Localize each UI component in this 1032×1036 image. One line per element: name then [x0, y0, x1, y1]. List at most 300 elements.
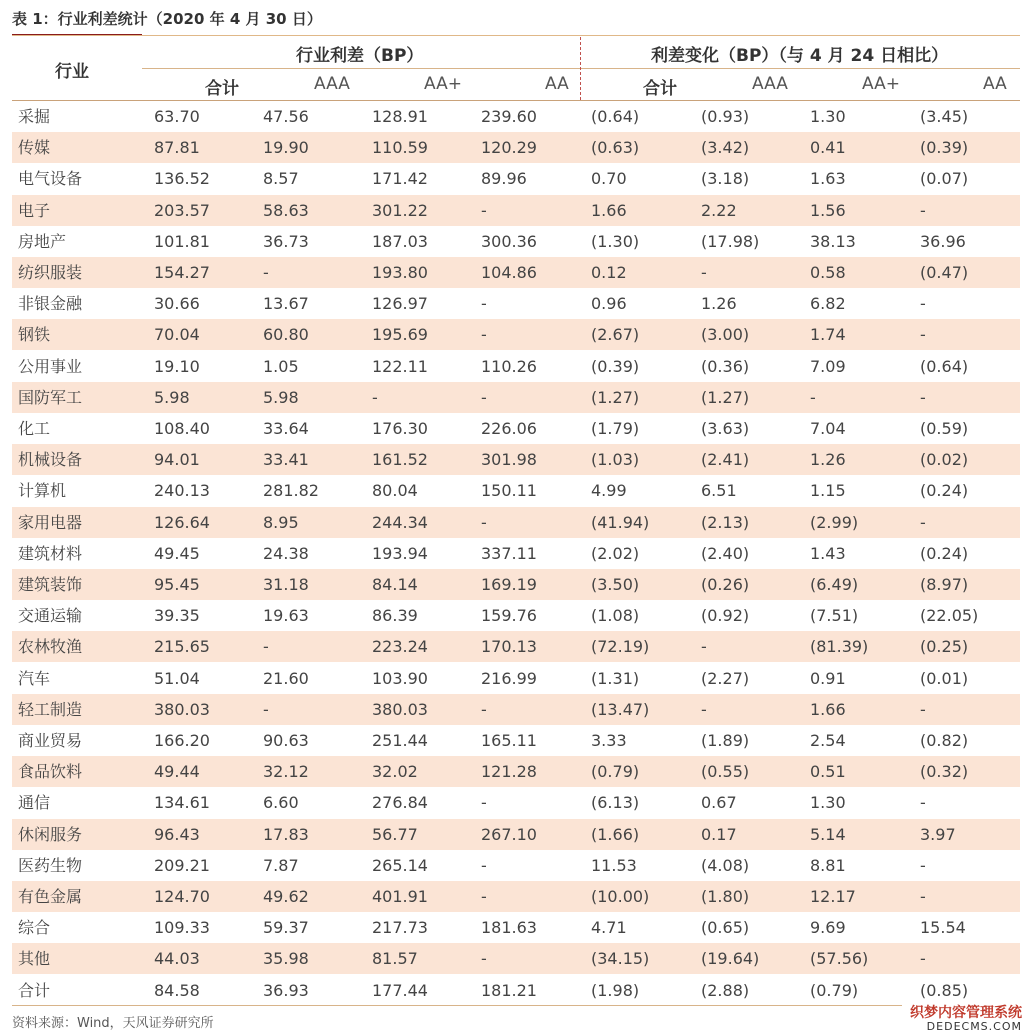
row-value-cell: (0.93): [701, 107, 750, 126]
row-value-cell: (1.27): [701, 387, 750, 407]
row-value-cell: 9.69: [810, 918, 846, 938]
header-change-aa: AA: [983, 74, 1007, 94]
table-row: [12, 975, 1020, 1006]
table-row: [12, 631, 1020, 662]
table-row: [12, 382, 1020, 413]
row-value-cell: 94.01: [154, 450, 200, 470]
row-value-cell: (3.45): [920, 107, 969, 126]
row-value-cell: 1.26: [810, 450, 846, 470]
row-value-cell: (4.08): [701, 855, 750, 875]
row-value-cell: (0.65): [701, 918, 750, 938]
row-value-cell: 90.63: [263, 731, 309, 750]
row-value-cell: 56.77: [372, 824, 418, 844]
row-value-cell: 1.05: [263, 356, 299, 376]
row-value-cell: 96.43: [154, 824, 200, 844]
table-row: [12, 850, 1020, 881]
table-row: [12, 881, 1020, 912]
row-value-cell: -: [263, 699, 269, 719]
row-value-cell: 17.83: [263, 824, 309, 844]
row-value-cell: 181.63: [481, 918, 537, 938]
table-row: [12, 257, 1020, 288]
row-value-cell: (1.66): [591, 824, 640, 844]
row-value-cell: (17.98): [701, 231, 760, 251]
row-value-cell: (3.00): [701, 325, 750, 345]
row-value-cell: (0.79): [591, 762, 640, 782]
table-row: [12, 132, 1020, 163]
row-value-cell: 58.63: [263, 200, 309, 220]
row-value-cell: 1.30: [810, 793, 846, 813]
source-note: 资料来源：Wind，天风证券研究所: [12, 1016, 214, 1031]
table-row: [12, 912, 1020, 943]
row-industry-name: 合计: [18, 980, 51, 1000]
row-value-cell: 6.60: [263, 793, 299, 813]
row-value-cell: (1.30): [591, 231, 640, 251]
row-industry-name: 化工: [18, 419, 51, 438]
row-value-cell: 380.03: [154, 699, 210, 719]
row-industry-name: 传媒: [18, 138, 51, 158]
row-value-cell: 80.04: [372, 481, 418, 501]
header-spread-total: 合计: [205, 79, 239, 99]
row-value-cell: 121.28: [481, 762, 537, 782]
row-value-cell: 8.81: [810, 855, 846, 875]
row-value-cell: 5.98: [154, 387, 190, 407]
row-value-cell: -: [263, 263, 269, 282]
header-change-total: 合计: [643, 79, 677, 99]
row-value-cell: 1.43: [810, 543, 846, 563]
row-value-cell: 122.11: [372, 356, 428, 376]
row-value-cell: (0.36): [701, 356, 750, 376]
row-value-cell: -: [481, 793, 487, 813]
watermark-url: DEDECMS.COM: [926, 1020, 1022, 1033]
table-row: [12, 819, 1020, 850]
row-value-cell: 203.57: [154, 200, 210, 220]
row-value-cell: (2.41): [701, 450, 750, 470]
row-value-cell: -: [920, 325, 926, 345]
row-industry-name: 房地产: [18, 231, 67, 251]
row-industry-name: 农林牧渔: [18, 637, 83, 657]
row-value-cell: (2.27): [701, 668, 750, 688]
row-value-cell: 166.20: [154, 731, 210, 750]
row-value-cell: 209.21: [154, 855, 210, 875]
row-value-cell: 126.64: [154, 512, 210, 532]
row-value-cell: (0.26): [701, 575, 750, 594]
row-industry-name: 钢铁: [18, 325, 51, 345]
table-row: [12, 787, 1020, 818]
row-value-cell: (1.79): [591, 419, 640, 438]
row-value-cell: 104.86: [481, 263, 537, 282]
row-industry-name: 有色金属: [18, 887, 83, 906]
table-row: [12, 600, 1020, 631]
row-value-cell: 33.41: [263, 450, 309, 470]
row-value-cell: 70.04: [154, 325, 200, 345]
row-value-cell: 21.60: [263, 668, 309, 688]
row-value-cell: 6.82: [810, 294, 846, 314]
row-value-cell: (0.24): [920, 543, 969, 563]
row-value-cell: 215.65: [154, 637, 210, 657]
table-row: [12, 475, 1020, 506]
row-value-cell: 265.14: [372, 855, 428, 875]
row-value-cell: 169.19: [481, 575, 537, 594]
row-value-cell: (0.63): [591, 138, 640, 158]
row-value-cell: (1.08): [591, 606, 640, 626]
row-value-cell: 1.15: [810, 481, 846, 501]
row-value-cell: 84.58: [154, 980, 200, 1000]
row-value-cell: (3.63): [701, 419, 750, 438]
row-industry-name: 汽车: [18, 668, 51, 688]
table-row: [12, 694, 1020, 725]
row-value-cell: 7.04: [810, 419, 846, 438]
row-value-cell: 0.12: [591, 263, 627, 282]
row-value-cell: -: [920, 949, 926, 969]
row-value-cell: -: [810, 387, 816, 407]
row-value-cell: -: [920, 387, 926, 407]
row-value-cell: 38.13: [810, 231, 856, 251]
row-value-cell: -: [920, 512, 926, 532]
row-value-cell: (0.47): [920, 263, 969, 282]
row-industry-name: 纺织服装: [18, 263, 83, 282]
row-value-cell: 8.57: [263, 169, 299, 189]
row-value-cell: 337.11: [481, 543, 537, 563]
row-value-cell: (22.05): [920, 606, 979, 626]
row-value-cell: 1.26: [701, 294, 737, 314]
row-value-cell: 165.11: [481, 731, 537, 750]
row-value-cell: (2.67): [591, 325, 640, 345]
row-value-cell: 0.91: [810, 668, 846, 688]
row-value-cell: -: [263, 637, 269, 657]
row-value-cell: 47.56: [263, 107, 309, 126]
row-value-cell: (57.56): [810, 949, 869, 969]
watermark-title: 织梦内容管理系统: [910, 1005, 1022, 1021]
row-value-cell: (0.39): [920, 138, 969, 158]
row-value-cell: (0.55): [701, 762, 750, 782]
row-value-cell: 11.53: [591, 855, 637, 875]
row-value-cell: 49.62: [263, 887, 309, 906]
row-value-cell: 101.81: [154, 231, 210, 251]
row-value-cell: -: [481, 887, 487, 906]
row-industry-name: 轻工制造: [18, 699, 83, 719]
row-value-cell: (0.92): [701, 606, 750, 626]
row-value-cell: 110.26: [481, 356, 537, 376]
row-value-cell: -: [372, 387, 378, 407]
row-value-cell: (1.80): [701, 887, 750, 906]
row-value-cell: (0.79): [810, 980, 859, 1000]
row-value-cell: 3.33: [591, 731, 627, 750]
header-group-divider: [142, 68, 1020, 69]
row-value-cell: 87.81: [154, 138, 200, 158]
row-value-cell: -: [481, 200, 487, 220]
row-value-cell: 13.67: [263, 294, 309, 314]
caption-underline: [12, 35, 1020, 36]
row-value-cell: (0.07): [920, 169, 969, 189]
row-value-cell: 4.71: [591, 918, 627, 938]
row-value-cell: 32.12: [263, 762, 309, 782]
row-value-cell: 15.54: [920, 918, 966, 938]
row-value-cell: 301.98: [481, 450, 537, 470]
row-value-cell: -: [920, 793, 926, 813]
table-row: [12, 444, 1020, 475]
row-value-cell: 1.63: [810, 169, 846, 189]
row-industry-name: 休闲服务: [18, 824, 83, 844]
row-value-cell: (0.02): [920, 450, 969, 470]
row-value-cell: 49.45: [154, 543, 200, 563]
row-value-cell: 63.70: [154, 107, 200, 126]
row-value-cell: 35.98: [263, 949, 309, 969]
row-value-cell: -: [920, 294, 926, 314]
row-value-cell: 150.11: [481, 481, 537, 501]
row-value-cell: 2.54: [810, 731, 846, 750]
row-value-cell: 226.06: [481, 419, 537, 438]
table-row: [12, 413, 1020, 444]
row-value-cell: 1.30: [810, 107, 846, 126]
row-value-cell: 8.95: [263, 512, 299, 532]
row-value-cell: (81.39): [810, 637, 869, 657]
row-industry-name: 通信: [18, 793, 51, 813]
row-value-cell: (13.47): [591, 699, 650, 719]
row-value-cell: (0.85): [920, 980, 969, 1000]
row-value-cell: -: [481, 512, 487, 532]
row-industry-name: 计算机: [18, 481, 67, 501]
row-value-cell: 1.74: [810, 325, 846, 345]
row-value-cell: 2.22: [701, 200, 737, 220]
row-value-cell: 7.87: [263, 855, 299, 875]
row-value-cell: (1.31): [591, 668, 640, 688]
table-row: [12, 319, 1020, 350]
row-value-cell: 171.42: [372, 169, 428, 189]
row-value-cell: -: [920, 855, 926, 875]
row-value-cell: 5.98: [263, 387, 299, 407]
row-value-cell: 0.51: [810, 762, 846, 782]
row-value-cell: 159.76: [481, 606, 537, 626]
row-value-cell: (3.50): [591, 575, 640, 594]
row-value-cell: 181.21: [481, 980, 537, 1000]
row-value-cell: -: [701, 699, 707, 719]
row-value-cell: (0.25): [920, 637, 969, 657]
row-industry-name: 其他: [18, 949, 51, 969]
header-spread-aa: AA: [545, 74, 569, 94]
row-value-cell: 240.13: [154, 481, 210, 501]
row-value-cell: -: [481, 855, 487, 875]
row-value-cell: (10.00): [591, 887, 650, 906]
row-value-cell: 108.40: [154, 419, 210, 438]
row-value-cell: -: [701, 637, 707, 657]
row-value-cell: -: [920, 200, 926, 220]
row-value-cell: 36.96: [920, 231, 966, 251]
row-value-cell: (6.49): [810, 575, 859, 594]
header-change-group: 利差变化（BP）（与 4 月 24 日相比）: [651, 46, 949, 66]
header-spread-aaa: AAA: [314, 74, 350, 94]
row-value-cell: -: [701, 263, 707, 282]
row-value-cell: 86.39: [372, 606, 418, 626]
row-value-cell: 128.91: [372, 107, 428, 126]
row-value-cell: (41.94): [591, 512, 650, 532]
row-value-cell: 1.66: [591, 200, 627, 220]
row-value-cell: (0.82): [920, 731, 969, 750]
row-industry-name: 家用电器: [18, 512, 83, 532]
row-value-cell: (0.01): [920, 668, 969, 688]
row-value-cell: 195.69: [372, 325, 428, 345]
table-row: [12, 101, 1020, 132]
row-value-cell: 5.14: [810, 824, 846, 844]
row-value-cell: 95.45: [154, 575, 200, 594]
row-value-cell: (0.59): [920, 419, 969, 438]
row-value-cell: 109.33: [154, 918, 210, 938]
row-value-cell: 19.63: [263, 606, 309, 626]
row-industry-name: 建筑装饰: [18, 575, 83, 594]
row-value-cell: (0.64): [591, 107, 640, 126]
row-value-cell: 136.52: [154, 169, 210, 189]
row-industry-name: 国防军工: [18, 387, 83, 407]
header-change-aaplus: AA+: [862, 74, 900, 94]
row-value-cell: 170.13: [481, 637, 537, 657]
row-value-cell: (34.15): [591, 949, 650, 969]
row-value-cell: 31.18: [263, 575, 309, 594]
row-value-cell: (3.42): [701, 138, 750, 158]
row-value-cell: 161.52: [372, 450, 428, 470]
row-value-cell: 187.03: [372, 231, 428, 251]
header-spread-group: 行业利差（BP）: [296, 46, 424, 66]
row-value-cell: 300.36: [481, 231, 537, 251]
row-value-cell: 19.90: [263, 138, 309, 158]
row-value-cell: 193.94: [372, 543, 428, 563]
row-value-cell: 0.41: [810, 138, 846, 158]
row-value-cell: 223.24: [372, 637, 428, 657]
table-row: [12, 663, 1020, 694]
row-value-cell: 267.10: [481, 824, 537, 844]
row-value-cell: 6.51: [701, 481, 737, 501]
row-value-cell: 60.80: [263, 325, 309, 345]
row-value-cell: 24.38: [263, 543, 309, 563]
row-value-cell: 380.03: [372, 699, 428, 719]
row-value-cell: 51.04: [154, 668, 200, 688]
row-value-cell: -: [920, 887, 926, 906]
row-value-cell: 216.99: [481, 668, 537, 688]
row-industry-name: 电子: [18, 200, 51, 220]
table-bottom-line: [12, 1005, 1020, 1006]
row-value-cell: (72.19): [591, 637, 650, 657]
row-value-cell: 276.84: [372, 793, 428, 813]
row-value-cell: (2.99): [810, 512, 859, 532]
row-value-cell: 134.61: [154, 793, 210, 813]
table-row: [12, 756, 1020, 787]
row-value-cell: (7.51): [810, 606, 859, 626]
row-value-cell: (6.13): [591, 793, 640, 813]
row-value-cell: 0.67: [701, 793, 737, 813]
row-value-cell: -: [481, 325, 487, 345]
row-value-cell: 217.73: [372, 918, 428, 938]
row-value-cell: 33.64: [263, 419, 309, 438]
row-value-cell: 176.30: [372, 419, 428, 438]
header-dashed-separator: [580, 37, 581, 100]
table-row: [12, 725, 1020, 756]
row-value-cell: 44.03: [154, 949, 200, 969]
table-row: [12, 507, 1020, 538]
row-industry-name: 商业贸易: [18, 731, 83, 750]
row-value-cell: 120.29: [481, 138, 537, 158]
row-value-cell: 32.02: [372, 762, 418, 782]
row-industry-name: 采掘: [18, 107, 51, 126]
header-change-aaa: AAA: [752, 74, 788, 94]
table-caption: 表 1：行业利差统计（2020 年 4 月 30 日）: [12, 10, 322, 28]
row-value-cell: 19.10: [154, 356, 200, 376]
row-value-cell: 36.93: [263, 980, 309, 1000]
row-value-cell: (0.64): [920, 356, 969, 376]
table-row: [12, 226, 1020, 257]
row-value-cell: (1.98): [591, 980, 640, 1000]
header-spread-aaplus: AA+: [424, 74, 462, 94]
row-value-cell: -: [481, 949, 487, 969]
row-value-cell: (3.18): [701, 169, 750, 189]
row-value-cell: -: [481, 699, 487, 719]
row-value-cell: 401.91: [372, 887, 428, 906]
row-value-cell: 177.44: [372, 980, 428, 1000]
row-industry-name: 电气设备: [18, 169, 83, 189]
row-value-cell: (2.13): [701, 512, 750, 532]
row-value-cell: 30.66: [154, 294, 200, 314]
row-value-cell: (19.64): [701, 949, 760, 969]
row-value-cell: 59.37: [263, 918, 309, 938]
table-row: [12, 569, 1020, 600]
row-value-cell: (0.39): [591, 356, 640, 376]
row-value-cell: -: [481, 387, 487, 407]
row-value-cell: (1.89): [701, 731, 750, 750]
table-row: [12, 943, 1020, 974]
row-value-cell: 84.14: [372, 575, 418, 594]
row-value-cell: 126.97: [372, 294, 428, 314]
table-row: [12, 163, 1020, 194]
table-row: [12, 351, 1020, 382]
row-value-cell: 4.99: [591, 481, 627, 501]
row-value-cell: 81.57: [372, 949, 418, 969]
row-value-cell: 251.44: [372, 731, 428, 750]
header-industry: 行业: [55, 62, 89, 82]
row-industry-name: 食品饮料: [18, 762, 83, 782]
row-value-cell: 281.82: [263, 481, 319, 501]
row-value-cell: 36.73: [263, 231, 309, 251]
row-value-cell: 0.96: [591, 294, 627, 314]
row-value-cell: 0.58: [810, 263, 846, 282]
row-value-cell: 1.66: [810, 699, 846, 719]
row-industry-name: 机械设备: [18, 450, 83, 470]
row-value-cell: 89.96: [481, 169, 527, 189]
row-value-cell: 244.34: [372, 512, 428, 532]
row-value-cell: 49.44: [154, 762, 200, 782]
row-value-cell: (2.40): [701, 543, 750, 563]
row-industry-name: 交通运输: [18, 606, 83, 626]
row-value-cell: (2.02): [591, 543, 640, 563]
table-row: [12, 195, 1020, 226]
row-value-cell: (1.03): [591, 450, 640, 470]
table-row: [12, 538, 1020, 569]
row-industry-name: 公用事业: [18, 356, 83, 376]
row-value-cell: 124.70: [154, 887, 210, 906]
row-value-cell: 0.17: [701, 824, 737, 844]
row-value-cell: 110.59: [372, 138, 428, 158]
row-value-cell: (8.97): [920, 575, 969, 594]
row-value-cell: 12.17: [810, 887, 856, 906]
row-value-cell: (2.88): [701, 980, 750, 1000]
row-value-cell: -: [481, 294, 487, 314]
row-value-cell: 1.56: [810, 200, 846, 220]
row-value-cell: 0.70: [591, 169, 627, 189]
row-value-cell: 3.97: [920, 824, 956, 844]
row-value-cell: -: [920, 699, 926, 719]
row-value-cell: (0.32): [920, 762, 969, 782]
row-value-cell: 103.90: [372, 668, 428, 688]
row-value-cell: 154.27: [154, 263, 210, 282]
row-value-cell: 193.80: [372, 263, 428, 282]
row-value-cell: 301.22: [372, 200, 428, 220]
row-value-cell: 7.09: [810, 356, 846, 376]
